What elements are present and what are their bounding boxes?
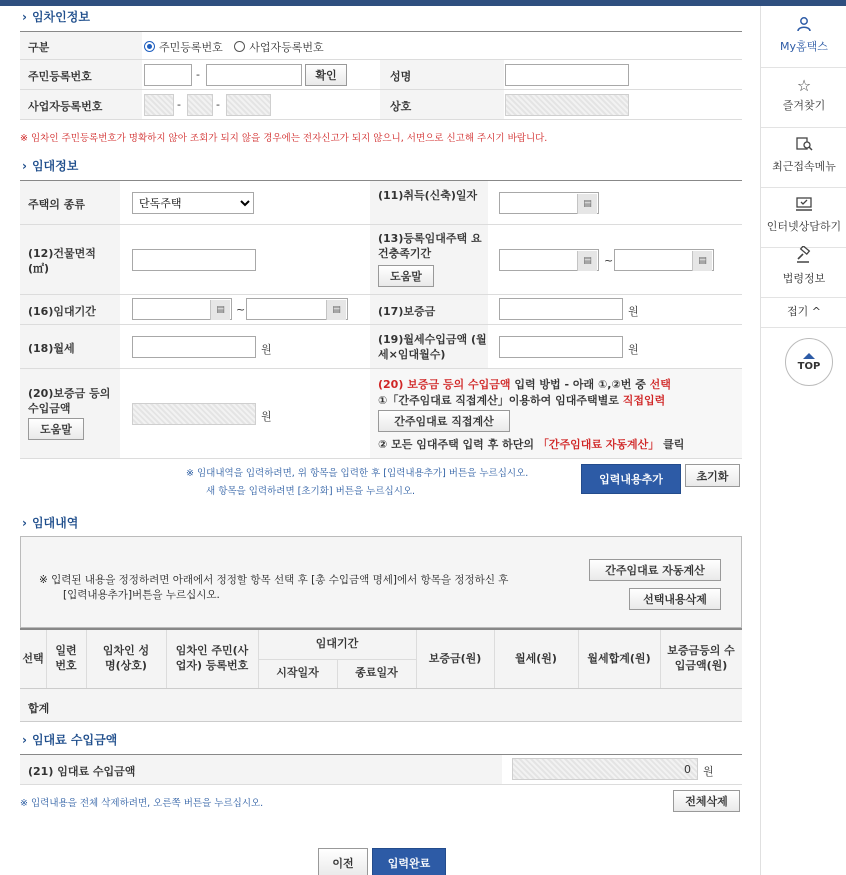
section-title-income: › 임대료 수입금액 [22, 731, 117, 748]
radio-rrn-label[interactable]: 주민등록번호 [159, 41, 223, 54]
row-area [20, 225, 742, 295]
row-brn [20, 90, 742, 120]
deposit-income-input [132, 403, 256, 425]
income-label: (21) 임대료 수입금액 [28, 765, 136, 778]
calendar-icon[interactable]: ▤ [210, 300, 230, 320]
col-period: 임대기간 [315, 637, 359, 651]
method-line-1-b: 입력 방법 - 아래 ①,②번 중 [510, 378, 650, 391]
won-unit: 원 [703, 765, 714, 778]
req-start-input[interactable] [499, 249, 599, 271]
house-type-label: 주택의 종류 [28, 198, 85, 211]
done-button[interactable]: 입력완료 [372, 848, 446, 875]
delete-selected-button[interactable]: 선택내용삭제 [629, 588, 721, 610]
col-deposit-income: 보증금등의 수입금액(원) [667, 644, 735, 672]
method-line-3-a: ② 모든 임대주택 입력 후 하단의 [378, 438, 538, 451]
sidebar-consult[interactable] [761, 196, 846, 248]
gavel-icon [761, 246, 846, 268]
brn-label: 사업자등록번호 [28, 100, 103, 113]
deposit-label: (17)보증금 [378, 305, 436, 318]
row-monthly [20, 325, 742, 369]
grid-line [337, 659, 338, 688]
monthly-income-label: (19)월세수입금액 (월세×임대월수) [378, 333, 487, 362]
scroll-top-label: TOP [797, 360, 821, 372]
sidebar-consult-label: 인터넷상담하기 [766, 220, 842, 233]
total-label: 합계 [28, 702, 50, 715]
history-notice-a: ※ 입력된 내용을 정정하려면 아래에서 정정할 항목 선택 후 [총 수입금액 명세]에서 항목을 정정하신 후 [39, 574, 509, 586]
sidebar-law[interactable] [761, 246, 846, 298]
row-rrn [20, 60, 742, 90]
method-line-2-b: 직접입력 [622, 394, 666, 407]
name-input[interactable] [505, 64, 629, 86]
arrow-up-icon [803, 353, 815, 359]
row-deposit-income [20, 369, 742, 459]
calendar-icon[interactable]: ▤ [692, 251, 712, 271]
note-add: ※ 임대내역을 입력하려면, 위 항목을 입력한 후 [입력내용추가] 버튼을 누르십시오. [186, 468, 529, 479]
lease-period-label: (16)임대기간 [28, 305, 96, 318]
won-unit: 원 [628, 305, 639, 318]
rrn-dash: - [196, 68, 200, 81]
type-label: 구분 [28, 41, 50, 54]
calendar-icon[interactable]: ▤ [577, 194, 597, 214]
won-unit: 원 [628, 343, 639, 356]
rrn-input-front[interactable] [144, 64, 192, 86]
col-seq: 일련번호 [55, 644, 77, 672]
monthly-income-input[interactable] [499, 336, 623, 358]
trade-input [505, 94, 629, 116]
recent-search-icon [761, 136, 846, 156]
monitor-check-icon [761, 196, 846, 216]
brn-dash-2: - [216, 98, 220, 111]
quick-sidebar [760, 6, 846, 875]
prev-button[interactable]: 이전 [318, 848, 368, 875]
sidebar-recent-label: 최근접속메뉴 [772, 160, 836, 173]
acq-date-input[interactable] [499, 192, 599, 214]
sidebar-favorites-label: 즐겨찾기 [782, 99, 826, 112]
col-name: 임차인 성명(상호) [102, 644, 150, 672]
method-line-1-c: 선택 [649, 378, 671, 391]
col-monthly-sum: 월세합계(원) [587, 651, 651, 665]
col-deposit: 보증금(원) [428, 651, 482, 665]
monthly-input[interactable] [132, 336, 256, 358]
grid-line [166, 630, 167, 688]
col-select: 선택 [22, 651, 44, 665]
rrn-input-back[interactable] [206, 64, 302, 86]
auto-calc-button[interactable]: 간주임대료 자동계산 [589, 559, 721, 581]
history-notice-b: [입력내용추가]버튼을 누르십시오. [63, 589, 220, 601]
req-period-label: (13)등록임대주택 요건충족기간 [378, 232, 482, 261]
deposit-income-label: (20)보증금 등의 수입금액 [28, 387, 111, 416]
sidebar-law-label: 법령정보 [782, 272, 826, 285]
section-title-rent: › 임대정보 [22, 157, 78, 174]
delete-all-note: ※ 입력내용을 전체 삭제하려면, 오른쪽 버튼을 누르십시오. [20, 798, 264, 809]
lease-end-input[interactable] [246, 298, 348, 320]
col-start: 시작일자 [276, 666, 319, 680]
delete-all-button[interactable]: 전체삭제 [673, 790, 740, 812]
brn-input-1 [144, 94, 174, 116]
brn-dash-1: - [177, 98, 181, 111]
area-input[interactable] [132, 249, 256, 271]
method-line-2-a: ①「간주임대료 직접계산」이용하여 임대주택별로 [378, 394, 623, 407]
sidebar-favorites[interactable] [761, 76, 846, 128]
main-content [0, 6, 760, 875]
section-title-lessee: › 임차인정보 [22, 8, 90, 25]
brn-input-2 [187, 94, 213, 116]
monthly-label: (18)월세 [28, 342, 75, 355]
col-monthly: 월세(원) [515, 651, 557, 665]
person-icon [761, 16, 846, 36]
method-line-3-c: 클릭 [659, 438, 685, 451]
help-button-deposit[interactable]: 도움말 [28, 418, 84, 440]
tilde: ~ [236, 303, 246, 316]
reset-button[interactable]: 초기화 [685, 464, 740, 487]
tilde: ~ [604, 254, 614, 267]
lease-start-input[interactable] [132, 298, 232, 320]
row-income [20, 755, 742, 785]
method-line-3-b: 「간주임대료 자동계산」 [537, 438, 660, 451]
radio-brn[interactable] [234, 41, 245, 52]
confirm-button[interactable]: 확인 [305, 64, 347, 86]
method-line-2 [378, 392, 665, 408]
area-label: (12)건물면적(㎡) [28, 247, 96, 276]
income-value: 0 [512, 758, 698, 780]
row-house-type [20, 181, 742, 225]
direct-calc-button[interactable]: 간주임대료 직접계산 [378, 410, 510, 432]
sidebar-my-hometax[interactable] [761, 16, 846, 68]
sidebar-my-hometax-label: My홈택스 [780, 40, 828, 53]
type-radio-group [144, 39, 324, 55]
method-line-3 [378, 436, 684, 452]
radio-brn-label[interactable]: 사업자등록번호 [249, 41, 324, 54]
scroll-top-button[interactable] [785, 338, 833, 386]
won-unit: 원 [261, 343, 272, 356]
note-reset: 새 항목을 입력하려면 [초기화] 버튼을 누르십시오. [206, 486, 416, 497]
star-icon: ☆ [796, 76, 812, 95]
calendar-icon[interactable]: ▤ [326, 300, 346, 320]
grid-line [46, 630, 47, 688]
acq-date-label: (11)취득(신축)일자 [378, 189, 478, 202]
deposit-input[interactable] [499, 298, 623, 320]
rrn-label: 주민등록번호 [28, 70, 92, 83]
section-title-history: › 임대내역 [22, 514, 78, 531]
help-button-period[interactable]: 도움말 [378, 265, 434, 287]
calendar-icon[interactable]: ▤ [577, 251, 597, 271]
req-end-input[interactable] [614, 249, 714, 271]
radio-rrn[interactable] [144, 41, 155, 52]
add-entry-button[interactable]: 입력내용추가 [581, 464, 681, 494]
grid-line [86, 630, 87, 688]
method-line-1-a: (20) 보증금 등의 수입금액 [378, 378, 511, 391]
sidebar-recent[interactable] [761, 136, 846, 188]
col-end: 종료일자 [355, 666, 398, 680]
name-label: 성명 [390, 70, 412, 83]
lessee-warning: ※ 임차인 주민등록번호가 명확하지 않아 조회가 되지 않을 경우에는 전자신고가 되지 않으니, 서면으로 신고해 주시기 바랍니다. [20, 133, 548, 144]
sidebar-fold[interactable]: 접기 ^ [761, 302, 846, 328]
house-type-select[interactable] [132, 192, 254, 214]
col-id: 임차인 주민(사업자) 등록번호 [175, 644, 249, 672]
won-unit: 원 [261, 410, 272, 423]
grid-line [258, 659, 416, 660]
total-row [20, 688, 742, 722]
history-notice-box [20, 536, 742, 628]
brn-input-3 [226, 94, 271, 116]
trade-label: 상호 [390, 100, 412, 113]
method-line-1 [378, 376, 671, 392]
row-type [20, 32, 742, 60]
row-lease-period [20, 295, 742, 325]
